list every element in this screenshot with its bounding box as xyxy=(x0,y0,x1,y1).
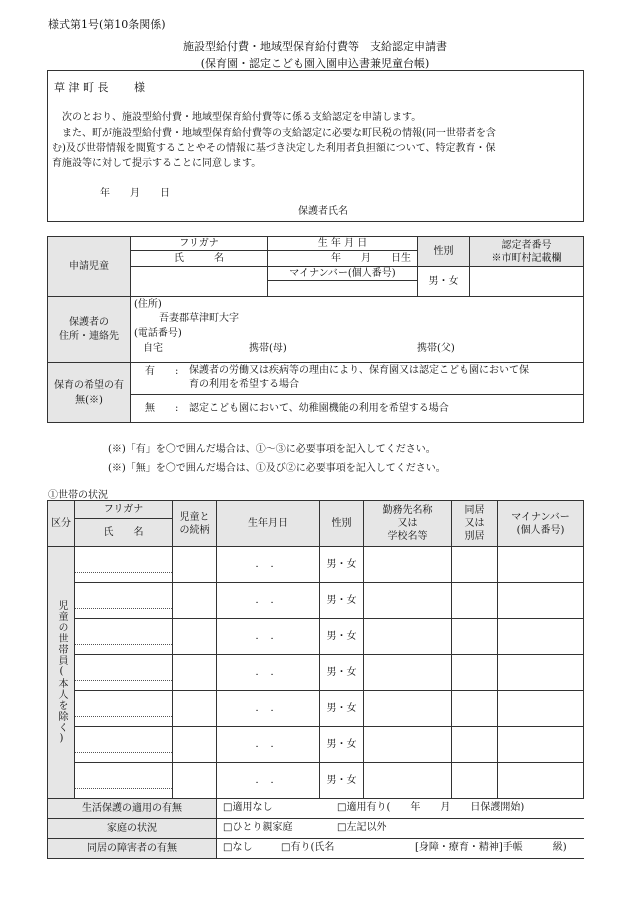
welfare-none-checkbox[interactable]: □適用なし xyxy=(223,802,273,813)
address-value[interactable]: 吾妻郡草津町大字 xyxy=(159,313,239,324)
dob-header: 生 年 月 日 xyxy=(268,237,418,251)
col-work-l3: 学校名等 xyxy=(387,531,428,542)
hope-yes-text-l1: 保護者の労働又は疾病等の理由により、保育園又は認定こども園において保 xyxy=(189,365,529,376)
name-header: 氏 名 xyxy=(131,251,268,267)
household-section-title: ①世帯の状況 xyxy=(48,490,108,501)
declaration-para2-line1: また、町が施設型給付費・地域型保育給付費等の支給認定に必要な町民税の情報(同一世帯者を含 xyxy=(62,128,496,139)
form-subtitle: (保育園・認定こども園入園申込書兼児童台帳) xyxy=(200,57,430,70)
applicant-name-field[interactable] xyxy=(131,267,268,297)
mynumber-field[interactable] xyxy=(268,281,418,297)
member-mynumber-field[interactable] xyxy=(498,619,584,655)
cert-note: ※市町村記載欄 xyxy=(491,252,562,264)
form-number: 様式第1号(第10条関係) xyxy=(48,18,166,31)
cohab-field[interactable] xyxy=(452,583,498,619)
relation-field[interactable] xyxy=(173,583,217,619)
col-cohab-l1: 同居 xyxy=(464,505,485,516)
work-field[interactable] xyxy=(364,655,452,691)
cohab-field[interactable] xyxy=(452,619,498,655)
phone-mother[interactable]: 携帯(母) xyxy=(249,343,287,354)
member-mynumber-field[interactable] xyxy=(498,583,584,619)
hope-no[interactable]: 無 xyxy=(145,403,155,414)
sex-value[interactable]: 男・女 xyxy=(418,267,470,297)
household-side-label: 児童の世帯員(本人を除く) xyxy=(56,600,67,745)
cohab-field[interactable] xyxy=(452,727,498,763)
relation-field[interactable] xyxy=(173,727,217,763)
col-mynumber-l2: (個人番号) xyxy=(516,524,565,536)
guardian-name-label: 保護者氏名 xyxy=(298,206,348,217)
dob-dots[interactable]: ． ． xyxy=(217,547,320,583)
date-line[interactable]: 年 月 日 xyxy=(100,188,170,199)
household-table xyxy=(47,500,584,859)
disability-yes-checkbox[interactable]: □有り(氏名 xyxy=(281,842,335,853)
member-mynumber-field[interactable] xyxy=(498,727,584,763)
cohab-field[interactable] xyxy=(452,655,498,691)
member-sex[interactable]: 男・女 xyxy=(320,727,364,763)
applicant-label: 申請児童 xyxy=(48,237,131,297)
col-mynumber-l1: マイナンバー xyxy=(511,511,570,523)
col-kubun: 区分 xyxy=(48,501,75,547)
sex-header: 性別 xyxy=(418,237,470,267)
note-no: (※)「無」を〇で囲んだ場合は、①及び②に必要事項を記入してください。 xyxy=(108,463,446,474)
declaration-para2-line3: 育施設等に対して提示することに同意します。 xyxy=(52,158,262,169)
welfare-label: 生活保護の適用の有無 xyxy=(48,799,217,819)
col-furigana: フリガナ xyxy=(75,501,173,519)
address-label: (住所) xyxy=(134,299,162,310)
disability-handbook: [身障・療育・精神]手帳 級) xyxy=(415,842,567,853)
cohab-field[interactable] xyxy=(452,691,498,727)
dob-value[interactable]: 年 月 日生 xyxy=(268,251,418,267)
other-family-checkbox[interactable]: □左記以外 xyxy=(337,822,387,833)
member-sex[interactable]: 男・女 xyxy=(320,691,364,727)
work-field[interactable] xyxy=(364,547,452,583)
member-sex[interactable]: 男・女 xyxy=(320,655,364,691)
declaration-para1: 次のとおり、施設型給付費・地域型保育給付費等に係る支給認定を申請します。 xyxy=(62,112,422,123)
hope-label-l2: 無(※) xyxy=(75,394,103,406)
member-mynumber-field[interactable] xyxy=(498,547,584,583)
cohab-field[interactable] xyxy=(452,763,498,799)
work-field[interactable] xyxy=(364,619,452,655)
cert-number-header: 認定者番号 xyxy=(501,239,552,251)
relation-field[interactable] xyxy=(173,655,217,691)
mynumber-header: マイナンバー(個人番号) xyxy=(268,267,418,281)
form-title: 施設型給付費・地域型保育給付費等 支給認定申請書 xyxy=(183,40,447,53)
dob-dots[interactable]: ． ． xyxy=(217,583,320,619)
dob-dots[interactable]: ． ． xyxy=(217,727,320,763)
dob-dots[interactable]: ． ． xyxy=(217,655,320,691)
col-relation-l1: 児童と xyxy=(179,511,210,523)
member-sex[interactable]: 男・女 xyxy=(320,547,364,583)
col-work-l2: 又は xyxy=(397,518,418,529)
phone-father[interactable]: 携帯(父) xyxy=(417,343,455,354)
col-relation-l2: の続柄 xyxy=(179,524,210,536)
application-box xyxy=(47,70,584,222)
furigana-header: フリガナ xyxy=(131,237,268,251)
relation-field[interactable] xyxy=(173,763,217,799)
work-field[interactable] xyxy=(364,763,452,799)
family-label: 家庭の状況 xyxy=(48,819,217,839)
member-mynumber-field[interactable] xyxy=(498,691,584,727)
relation-field[interactable] xyxy=(173,547,217,583)
col-work-l1: 勤務先名称 xyxy=(382,505,433,516)
hope-yes[interactable]: 有 xyxy=(145,366,155,377)
work-field[interactable] xyxy=(364,691,452,727)
dob-dots[interactable]: ． ． xyxy=(217,619,320,655)
col-cohab-l3: 別居 xyxy=(464,531,485,542)
disability-label: 同居の障害者の有無 xyxy=(48,839,217,859)
member-sex[interactable]: 男・女 xyxy=(320,583,364,619)
col-sex: 性別 xyxy=(320,501,364,547)
dob-dots[interactable]: ． ． xyxy=(217,691,320,727)
cert-number-field xyxy=(470,267,584,297)
disability-none-checkbox[interactable]: □なし xyxy=(223,842,253,853)
applicant-table: 申請児童 フリガナ 生 年 月 日 性別 認定者番号 ※市町村記載欄 氏 名 年 月 日生 マイナンバー(個人番号) 男・女 保護者の 住所・連絡先 (住所) 吾妻郡草津町大字 (電話番号) 自宅 携帯(母) 携帯(父) 保育の希望の有 無(※) 有 : 保護者の労働又は疾病等の理由により、保育園又は認定こども園において保 育の利用を希望する場合 無 : 認定こども園において、幼稚園機能の利用を希望する場合 xyxy=(47,236,584,423)
guardian-label-l1: 保護者の xyxy=(69,316,109,328)
member-mynumber-field[interactable] xyxy=(498,763,584,799)
member-mynumber-field[interactable] xyxy=(498,655,584,691)
col-cohab-l2: 又は xyxy=(464,518,485,529)
guardian-label-l2: 住所・連絡先 xyxy=(59,330,119,342)
hope-no-text: 認定こども園において、幼稚園機能の利用を希望する場合 xyxy=(189,403,449,414)
single-parent-checkbox[interactable]: □ひとり親家庭 xyxy=(223,822,293,833)
work-field[interactable] xyxy=(364,727,452,763)
relation-field[interactable] xyxy=(173,691,217,727)
col-name: 氏 名 xyxy=(75,519,173,547)
relation-field[interactable] xyxy=(173,619,217,655)
phone-label: (電話番号) xyxy=(134,328,182,339)
work-field[interactable] xyxy=(364,583,452,619)
hope-yes-text-l2: 育の利用を希望する場合 xyxy=(189,379,299,390)
member-sex[interactable]: 男・女 xyxy=(320,619,364,655)
declaration-para2-line2: む)及び世帯情報を閲覧することやその情報に基づき決定した利用者負担額について、特定教育・保 xyxy=(52,143,496,154)
col-dob: 生年月日 xyxy=(217,501,320,547)
dob-dots[interactable]: ． ． xyxy=(217,763,320,799)
welfare-applied-checkbox[interactable]: □適用有り( 年 月 日保護開始) xyxy=(337,802,525,813)
addressee: 草 津 町 長 様 xyxy=(54,81,145,94)
member-sex[interactable]: 男・女 xyxy=(320,763,364,799)
cohab-field[interactable] xyxy=(452,547,498,583)
phone-home[interactable]: 自宅 xyxy=(143,343,163,354)
hope-label-l1: 保育の希望の有 xyxy=(54,379,124,391)
note-yes: (※)「有」を〇で囲んだ場合は、①〜③に必要事項を記入してください。 xyxy=(108,444,436,455)
